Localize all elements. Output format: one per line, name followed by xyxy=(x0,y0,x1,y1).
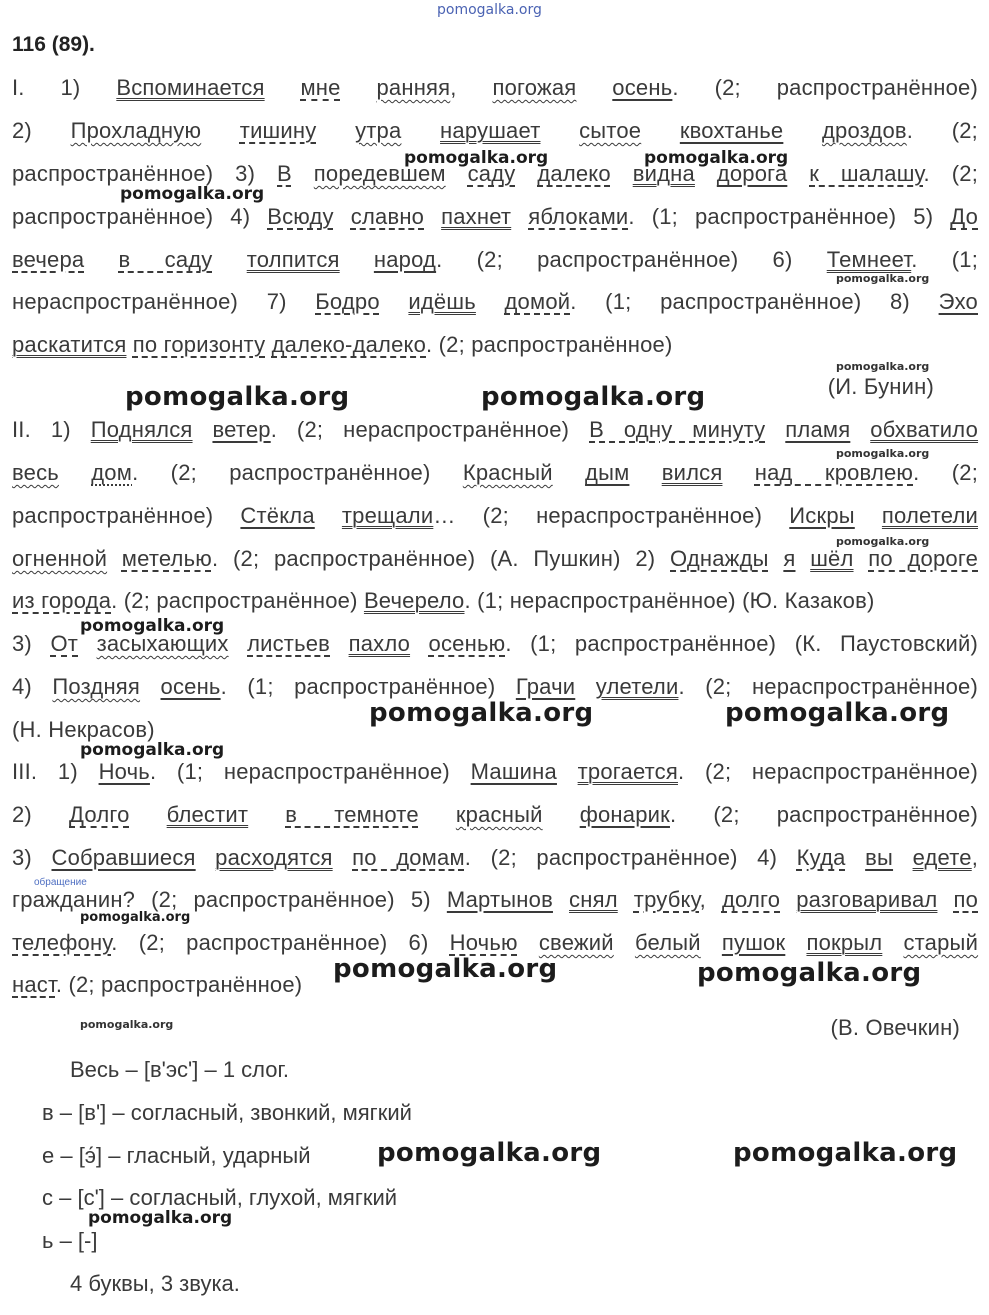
text-line: наст. (2; распространённое) xyxy=(12,972,303,997)
text-line: раскатится по горизонту далеко-далеко. (2; распространённое) xyxy=(12,332,673,357)
author-bunin: (И. Бунин) xyxy=(827,374,934,399)
watermark: pomogalka.org xyxy=(125,382,350,412)
watermark: pomogalka.org xyxy=(733,1138,958,1168)
text-line: 3) Собравшиеся расходятся по домам. (2; распространённое) 4) Куда вы едете, xyxy=(12,845,979,870)
text-line: распространённое) Стёкла трещали… (2; нераспространённое) Искры полетели xyxy=(12,503,978,528)
text-line: I. 1) Вспоминается мне ранняя, погожая осень. (2; распространённое) xyxy=(12,75,979,100)
watermark: pomogalka.org xyxy=(836,360,930,373)
phonetic-letter-s: с – [с'] – согласный, глухой, мягкий xyxy=(42,1185,398,1210)
watermark: pomogalka.org xyxy=(369,698,594,728)
text-line: нераспространённое) 7) Бодро идёшь домой. (1; распространённое) 8) Эхо xyxy=(12,289,978,314)
text-line: III. 1) Ночь. (1; нераспространённое) Машина трогается. (2; нераспространённое) xyxy=(12,759,978,784)
text-line: из города. (2; распространённое) Вечерело. (1; нераспространённое) (Ю. Казаков) xyxy=(12,588,875,613)
watermark: pomogalka.org xyxy=(725,698,950,728)
watermark: pomogalka.org xyxy=(836,447,930,460)
text-line: 4) Поздняя осень. (1; распространённое) Грачи улетели. (2; нераспространённое) xyxy=(12,674,979,699)
author-ovechkin: (В. Овечкин) xyxy=(830,1015,960,1040)
phonetic-soft-sign: ь – [-] xyxy=(42,1228,98,1253)
text-line: вечера в саду толпится народ. (2; распространённое) 6) Темнеет. (1; xyxy=(12,247,979,272)
text-line: распространённое) 4) Всюду славно пахнет яблоками. (1; распространённое) 5) До xyxy=(12,204,979,229)
watermark: pomogalka.org xyxy=(404,148,549,168)
watermark: pomogalka.org xyxy=(80,616,225,636)
address-note: обращение xyxy=(34,877,87,888)
text-line: весь дом. (2; распространённое) Красный дым вился над кровлею. (2; xyxy=(12,460,979,485)
watermark: pomogalka.org xyxy=(88,1208,233,1228)
text-line: гражданин? (2; распространённое) 5) Мартынов снял трубку, долго разговаривал по xyxy=(12,887,979,912)
phonetic-summary: 4 буквы, 3 звука. xyxy=(70,1271,240,1296)
phonetic-letter-v: в – [в'] – согласный, звонкий, мягкий xyxy=(42,1100,412,1125)
watermark: pomogalka.org xyxy=(836,272,930,285)
text-line: огненной метелью. (2; распространённое) (А. Пушкин) 2) Однажды я шёл по дороге xyxy=(12,546,979,571)
text-line: 2) Прохладную тишину утра нарушает сытое квохтанье дроздов. (2; xyxy=(12,118,978,143)
phonetic-word: Весь – [в'эс'] – 1 слог. xyxy=(70,1057,289,1082)
watermark: pomogalka.org xyxy=(697,958,922,988)
text-line: распространённое) 3) В поредевшем саду далеко видна дорога к шалашу. (2; xyxy=(12,161,979,186)
watermark: pomogalka.org xyxy=(80,910,191,925)
text-line: 3) От засыхающих листьев пахло осенью. (1; распространённое) (К. Паустовский) xyxy=(12,631,979,656)
phonetic-letter-e: е – [э́] – гласный, ударный xyxy=(42,1143,311,1168)
text-line: II. 1) Поднялся ветер. (2; нераспространённое) В одну минуту пламя обхватило xyxy=(12,417,979,442)
watermark: pomogalka.org xyxy=(836,535,930,548)
watermark: pomogalka.org xyxy=(481,382,706,412)
watermark: pomogalka.org xyxy=(333,954,558,984)
watermark: pomogalka.org xyxy=(644,148,789,168)
text-line: телефону. (2; распространённое) 6) Ночью свежий белый пушок покрыл старый xyxy=(12,930,979,955)
watermark: pomogalka.org xyxy=(120,184,265,204)
author-nekrasov: (Н. Некрасов) xyxy=(12,717,155,742)
watermark: pomogalka.org xyxy=(80,1018,174,1031)
header-watermark: pomogalka.org xyxy=(437,2,542,18)
exercise-title: 116 (89). xyxy=(12,33,95,56)
text-line: 2) Долго блестит в темноте красный фонарик. (2; распространённое) xyxy=(12,802,978,827)
watermark: pomogalka.org xyxy=(377,1138,602,1168)
watermark: pomogalka.org xyxy=(80,740,225,760)
